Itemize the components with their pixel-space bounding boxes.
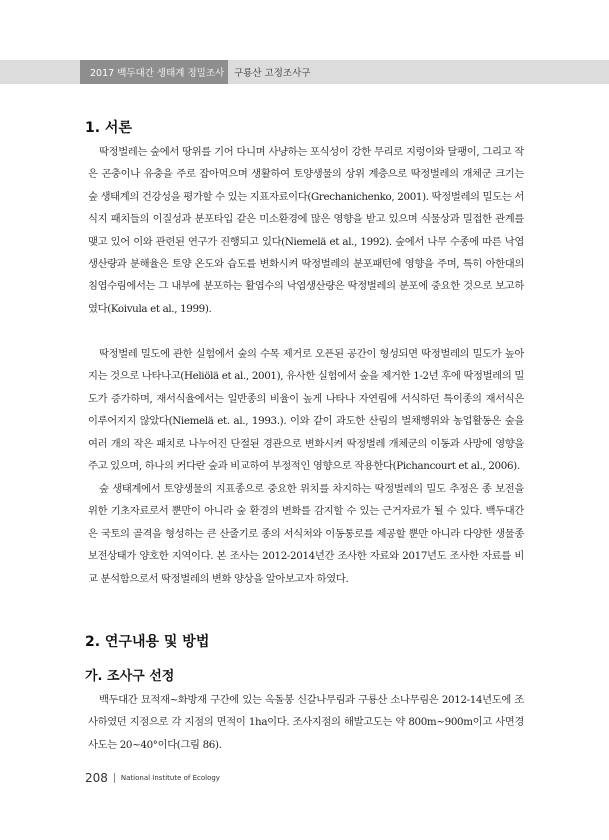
intro-paragraph-1: 딱정벌레는 숲에서 땅위를 기어 다니며 사냥하는 포식성이 강한 무리로 지렁이와 달팽이, 그리고 작은 곤충이나 유충을 주로 잡아먹으며 생활하여 토양생물의 상위 계층으로 딱정벌레의 개체군 크기는 숲 생태계의 건강성을 평가할 수 있는 지표자료이다(Grechanichenko, 2001). 딱정벌레의 밀도는 서식지 패치들의 이질성과 분포타입 같은 미소환경에 많은 영향을 받고 있으며 식물상과 밀접한 관계를 맺고 있어 이와 관련된 연구가 진행되고 있다(Niemelä et al., 1992). 숲에서 나무 수종에 따른 낙엽생산량과 분해율은 토양 온도와 습도를 변화시켜 딱정벌레의 분포패턴에 영향을 주며, 특히 아한대의 침엽수림에서는 그 내부에 분포하는 활엽수의 낙엽생산량은 딱정벌레의 분포에 중요한 것으로 보고하였다(Koivula et al., 1999). bbox=[88, 146, 524, 315]
page-number: 208 bbox=[85, 771, 108, 785]
methods-heading: 2. 연구내용 및 방법 bbox=[85, 634, 210, 650]
intro-paragraph-3: 숲 생태계에서 토양생물의 지표종으로 중요한 위치를 차지하는 딱정벌레의 밀도 추정은 종 보전을 위한 기초자료로서 뿐만이 아니라 숲 환경의 변화를 감지할 수 있는 근거자료가 될 수 있다. 백두대간은 국토의 골격을 형성하는 큰 산줄기로 종의 서식처와 이동통로를 제공할 뿐만 아니라 다양한 생물종 보전상태가 양호한 지역이다. 본 조사는 2012-2014년간 조사한 자료와 2017년도 조사한 자료를 비교 분석함으로서 딱정벌레의 변화 양상을 알아보고자 하였다. bbox=[88, 483, 524, 585]
subsection-heading: 가. 조사구 선정 bbox=[85, 669, 175, 684]
footer-divider bbox=[114, 773, 115, 783]
section-title: 구룡산 고정조사구 bbox=[234, 68, 311, 79]
intro-heading: 1. 서론 bbox=[85, 120, 132, 136]
intro-paragraph-2: 딱정벌레 밀도에 관한 실험에서 숲의 수목 제거로 오픈된 공간이 형성되면 딱정벌레의 밀도가 높아지는 것으로 나타나고(Heliölä et al., 2001), 유사한 실험에서 숲을 제거한 1-2년 후에 딱정벌레의 밀도가 증가하며, 재서식율에서는 일반종의 비율이 높게 나타나 자연림에 서식하던 특이종의 재서식은 이루어지지 않았다(Niemelä et. al., 1993.). 이와 같이 과도한 산림의 벌채행위와 농업활동은 숲을 여러 개의 작은 패치로 나누어진 단절된 경관으로 변화시켜 딱정벌레 개체군의 이동과 사망에 영향을 주고 있으며, 하나의 커다란 숲과 비교하여 부정적인 영향으로 작용한다(Pichancourt et al., 2006). bbox=[88, 348, 524, 473]
report-title: 2017 백두대간 생태계 정밀조사 bbox=[80, 60, 228, 84]
page-footer bbox=[85, 768, 220, 788]
institute-name: National Institute of Ecology bbox=[120, 774, 220, 782]
methods-paragraph-1: 백두대간 묘적재~화방재 구간에 있는 옥돌봉 신갈나무림과 구룡산 소나무림은 2012-14년도에 조사하였던 지점으로 각 지점의 면적이 1ha이다. 조사지점의 해발고도는 약 800m~900m이고 사면경사도는 20~40°이다(그림 86). bbox=[88, 694, 524, 751]
